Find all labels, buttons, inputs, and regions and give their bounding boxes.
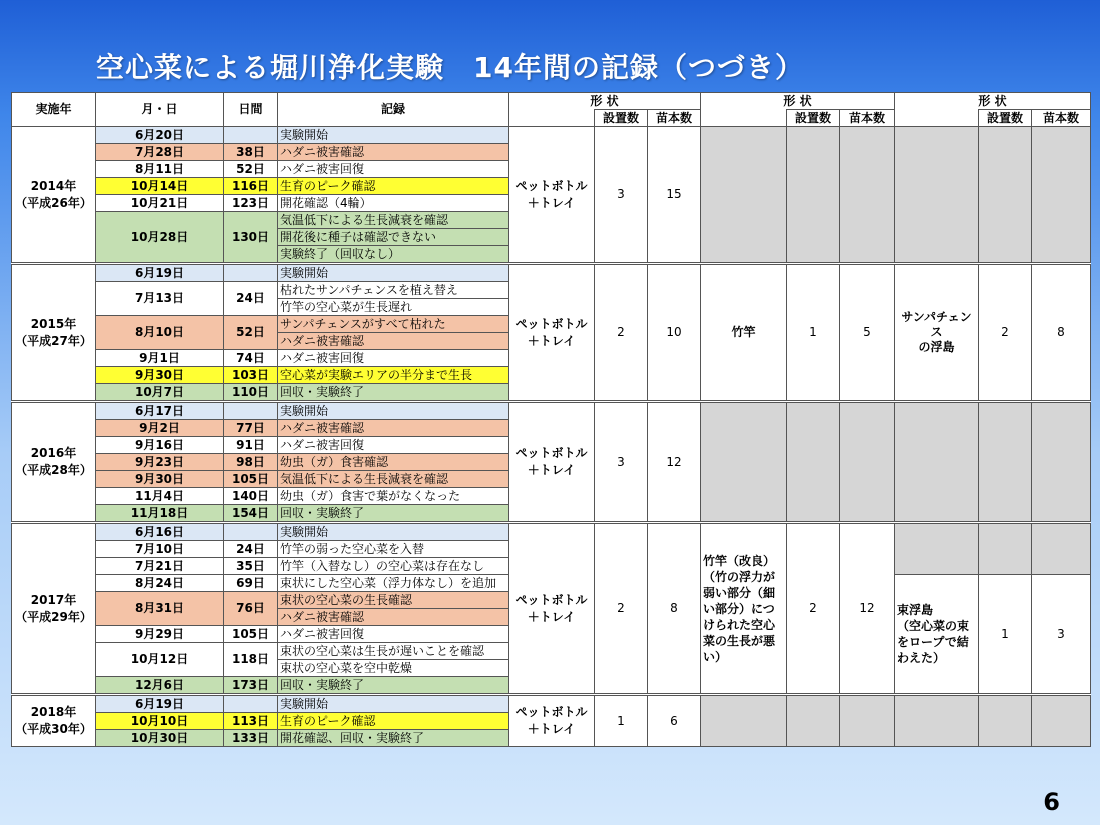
days-cell: 76日 — [224, 592, 278, 626]
date-cell: 8月24日 — [96, 575, 224, 592]
header-seedlings-1: 苗本数 — [648, 110, 701, 127]
record-cell: 束状の空心菜の生長確認 — [278, 592, 509, 609]
days-cell: 113日 — [224, 713, 278, 730]
days-cell: 105日 — [224, 626, 278, 643]
year-cell: 2018年 （平成30年） — [12, 696, 96, 747]
header-shape-2: 形 状 — [701, 93, 895, 110]
shape-cell: 竹竿（改良） （竹の浮力が 弱い部分（細 い部分）につ けられた空心 菜の生長が悪 い） — [701, 524, 787, 694]
date-cell: 6月19日 — [96, 696, 224, 713]
header-record: 記録 — [278, 93, 509, 127]
shape-cell: サンパチェンス の浮島 — [895, 265, 979, 401]
empty-cell — [1032, 524, 1091, 575]
record-cell: 気温低下による生長減衰を確認 — [278, 471, 509, 488]
header-count-1: 設置数 — [595, 110, 648, 127]
empty-cell — [979, 524, 1032, 575]
empty-cell — [895, 403, 979, 522]
date-cell: 10月28日 — [96, 212, 224, 263]
record-cell: 実験開始 — [278, 524, 509, 541]
record-cell: ハダニ被害確認 — [278, 420, 509, 437]
record-cell: 開花確認、回収・実験終了 — [278, 730, 509, 747]
record-cell: 束状の空心菜は生長が遅いことを確認 — [278, 643, 509, 660]
empty-cell — [1032, 127, 1091, 263]
days-cell: 69日 — [224, 575, 278, 592]
record-cell: ハダニ被害確認 — [278, 333, 509, 350]
days-cell: 130日 — [224, 212, 278, 263]
record-cell: 実験開始 — [278, 265, 509, 282]
year-cell: 2016年 （平成28年） — [12, 403, 96, 522]
seedling-cell: 8 — [1032, 265, 1091, 401]
shape-cell: ペットボトル ＋トレイ — [509, 524, 595, 694]
record-cell: ハダニ被害回復 — [278, 161, 509, 178]
date-cell: 7月28日 — [96, 144, 224, 161]
days-cell: 98日 — [224, 454, 278, 471]
days-cell — [224, 127, 278, 144]
shape-cell: 竹竿 — [701, 265, 787, 401]
empty-cell — [979, 127, 1032, 263]
shape-cell: ペットボトル ＋トレイ — [509, 696, 595, 747]
table-row — [12, 265, 1091, 282]
empty-cell — [787, 403, 840, 522]
record-cell: 生育のピーク確認 — [278, 713, 509, 730]
count-cell: 3 — [595, 127, 648, 263]
table-row — [12, 696, 1091, 713]
record-cell: 回収・実験終了 — [278, 677, 509, 694]
count-cell: 1 — [595, 696, 648, 747]
empty-cell — [895, 524, 979, 575]
date-cell: 11月4日 — [96, 488, 224, 505]
date-cell: 10月7日 — [96, 384, 224, 401]
date-cell: 7月10日 — [96, 541, 224, 558]
days-cell — [224, 696, 278, 713]
days-cell: 133日 — [224, 730, 278, 747]
date-cell: 9月1日 — [96, 350, 224, 367]
record-cell: 幼虫（ガ）食害確認 — [278, 454, 509, 471]
date-cell: 8月10日 — [96, 316, 224, 350]
header-date: 月・日 — [96, 93, 224, 127]
seedling-cell: 6 — [648, 696, 701, 747]
date-cell: 9月2日 — [96, 420, 224, 437]
date-cell: 7月13日 — [96, 282, 224, 316]
empty-cell — [1032, 403, 1091, 522]
days-cell: 140日 — [224, 488, 278, 505]
record-cell: 生育のピーク確認 — [278, 178, 509, 195]
days-cell: 173日 — [224, 677, 278, 694]
record-cell: 実験終了（回収なし） — [278, 246, 509, 263]
year-cell: 2014年 （平成26年） — [12, 127, 96, 263]
days-cell: 123日 — [224, 195, 278, 212]
empty-cell — [701, 696, 787, 747]
days-cell: 52日 — [224, 161, 278, 178]
count-cell: 1 — [979, 575, 1032, 694]
table-row — [12, 403, 1091, 420]
days-cell: 24日 — [224, 282, 278, 316]
header-shape-1: 形 状 — [509, 93, 701, 110]
seedling-cell: 10 — [648, 265, 701, 401]
date-cell: 9月30日 — [96, 367, 224, 384]
shape-cell: 束浮島 （空心菜の束 をロープで結 わえた） — [895, 575, 979, 694]
record-cell: 開花後に種子は確認できない — [278, 229, 509, 246]
year-cell: 2015年 （平成27年） — [12, 265, 96, 401]
seedling-cell: 8 — [648, 524, 701, 694]
days-cell: 154日 — [224, 505, 278, 522]
record-cell: 回収・実験終了 — [278, 505, 509, 522]
date-cell: 9月16日 — [96, 437, 224, 454]
days-cell: 38日 — [224, 144, 278, 161]
header-shape-3: 形 状 — [895, 93, 1091, 110]
shape-cell: ペットボトル ＋トレイ — [509, 403, 595, 522]
days-cell: 103日 — [224, 367, 278, 384]
record-cell: 竹竿の空心菜が生長遅れ — [278, 299, 509, 316]
days-cell — [224, 524, 278, 541]
page-title: 空心菜による堀川浄化実験 14年間の記録（つづき） — [96, 51, 804, 84]
empty-cell — [895, 696, 979, 747]
date-cell: 9月23日 — [96, 454, 224, 471]
date-cell: 9月29日 — [96, 626, 224, 643]
empty-cell — [840, 127, 895, 263]
count-cell: 2 — [979, 265, 1032, 401]
date-cell: 6月19日 — [96, 265, 224, 282]
date-cell: 9月30日 — [96, 471, 224, 488]
empty-cell — [1032, 696, 1091, 747]
days-cell: 24日 — [224, 541, 278, 558]
date-cell: 6月20日 — [96, 127, 224, 144]
record-cell: 竹竿（入替なし）の空心菜は存在なし — [278, 558, 509, 575]
days-cell: 105日 — [224, 471, 278, 488]
days-cell: 35日 — [224, 558, 278, 575]
empty-cell — [787, 696, 840, 747]
empty-cell — [840, 696, 895, 747]
count-cell: 3 — [595, 403, 648, 522]
count-cell: 2 — [595, 524, 648, 694]
count-cell: 1 — [787, 265, 840, 401]
record-cell: 竹竿の弱った空心菜を入替 — [278, 541, 509, 558]
header-seedlings-3: 苗本数 — [1032, 110, 1091, 127]
date-cell: 12月6日 — [96, 677, 224, 694]
days-cell: 116日 — [224, 178, 278, 195]
record-cell: 実験開始 — [278, 403, 509, 420]
record-cell: ハダニ被害回復 — [278, 626, 509, 643]
record-cell: ハダニ被害確認 — [278, 144, 509, 161]
record-cell: 開花確認（4輪） — [278, 195, 509, 212]
record-cell: 実験開始 — [278, 696, 509, 713]
table-row — [12, 127, 1091, 144]
table-row — [12, 524, 1091, 541]
empty-cell — [979, 696, 1032, 747]
record-cell: 気温低下による生長減衰を確認 — [278, 212, 509, 229]
days-cell: 77日 — [224, 420, 278, 437]
record-cell: ハダニ被害回復 — [278, 437, 509, 454]
record-cell: 枯れたサンパチェンスを植え替え — [278, 282, 509, 299]
shape-cell: ペットボトル ＋トレイ — [509, 127, 595, 263]
days-cell: 110日 — [224, 384, 278, 401]
date-cell: 10月14日 — [96, 178, 224, 195]
seedling-cell: 5 — [840, 265, 895, 401]
record-cell: 幼虫（ガ）食害で葉がなくなった — [278, 488, 509, 505]
date-cell: 8月11日 — [96, 161, 224, 178]
header-count-2: 設置数 — [787, 110, 840, 127]
record-cell: 実験開始 — [278, 127, 509, 144]
days-cell: 74日 — [224, 350, 278, 367]
count-cell: 2 — [787, 524, 840, 694]
record-cell: 束状の空心菜を空中乾燥 — [278, 660, 509, 677]
date-cell: 8月31日 — [96, 592, 224, 626]
count-cell: 2 — [595, 265, 648, 401]
record-cell: サンパチェンスがすべて枯れた — [278, 316, 509, 333]
days-cell — [224, 403, 278, 420]
empty-cell — [701, 127, 787, 263]
header-count-3: 設置数 — [979, 110, 1032, 127]
date-cell: 11月18日 — [96, 505, 224, 522]
header-year: 実施年 — [12, 93, 96, 127]
seedling-cell: 15 — [648, 127, 701, 263]
record-cell: 回収・実験終了 — [278, 384, 509, 401]
empty-cell — [787, 127, 840, 263]
year-cell: 2017年 （平成29年） — [12, 524, 96, 694]
date-cell: 10月10日 — [96, 713, 224, 730]
experiment-record-table — [11, 92, 1091, 747]
shape-cell: ペットボトル ＋トレイ — [509, 265, 595, 401]
days-cell: 91日 — [224, 437, 278, 454]
record-cell: ハダニ被害確認 — [278, 609, 509, 626]
date-cell: 10月12日 — [96, 643, 224, 677]
record-cell: 束状にした空心菜（浮力体なし）を追加 — [278, 575, 509, 592]
page-number: 6 — [1043, 788, 1060, 816]
days-cell: 52日 — [224, 316, 278, 350]
date-cell: 6月17日 — [96, 403, 224, 420]
empty-cell — [979, 403, 1032, 522]
record-cell: 空心菜が実験エリアの半分まで生長 — [278, 367, 509, 384]
empty-cell — [701, 403, 787, 522]
seedling-cell: 12 — [840, 524, 895, 694]
header-seedlings-2: 苗本数 — [840, 110, 895, 127]
date-cell: 10月21日 — [96, 195, 224, 212]
days-cell — [224, 265, 278, 282]
header-days: 日間 — [224, 93, 278, 127]
empty-cell — [895, 127, 979, 263]
record-cell: ハダニ被害回復 — [278, 350, 509, 367]
date-cell: 7月21日 — [96, 558, 224, 575]
date-cell: 6月16日 — [96, 524, 224, 541]
empty-cell — [840, 403, 895, 522]
days-cell: 118日 — [224, 643, 278, 677]
date-cell: 10月30日 — [96, 730, 224, 747]
seedling-cell: 3 — [1032, 575, 1091, 694]
seedling-cell: 12 — [648, 403, 701, 522]
